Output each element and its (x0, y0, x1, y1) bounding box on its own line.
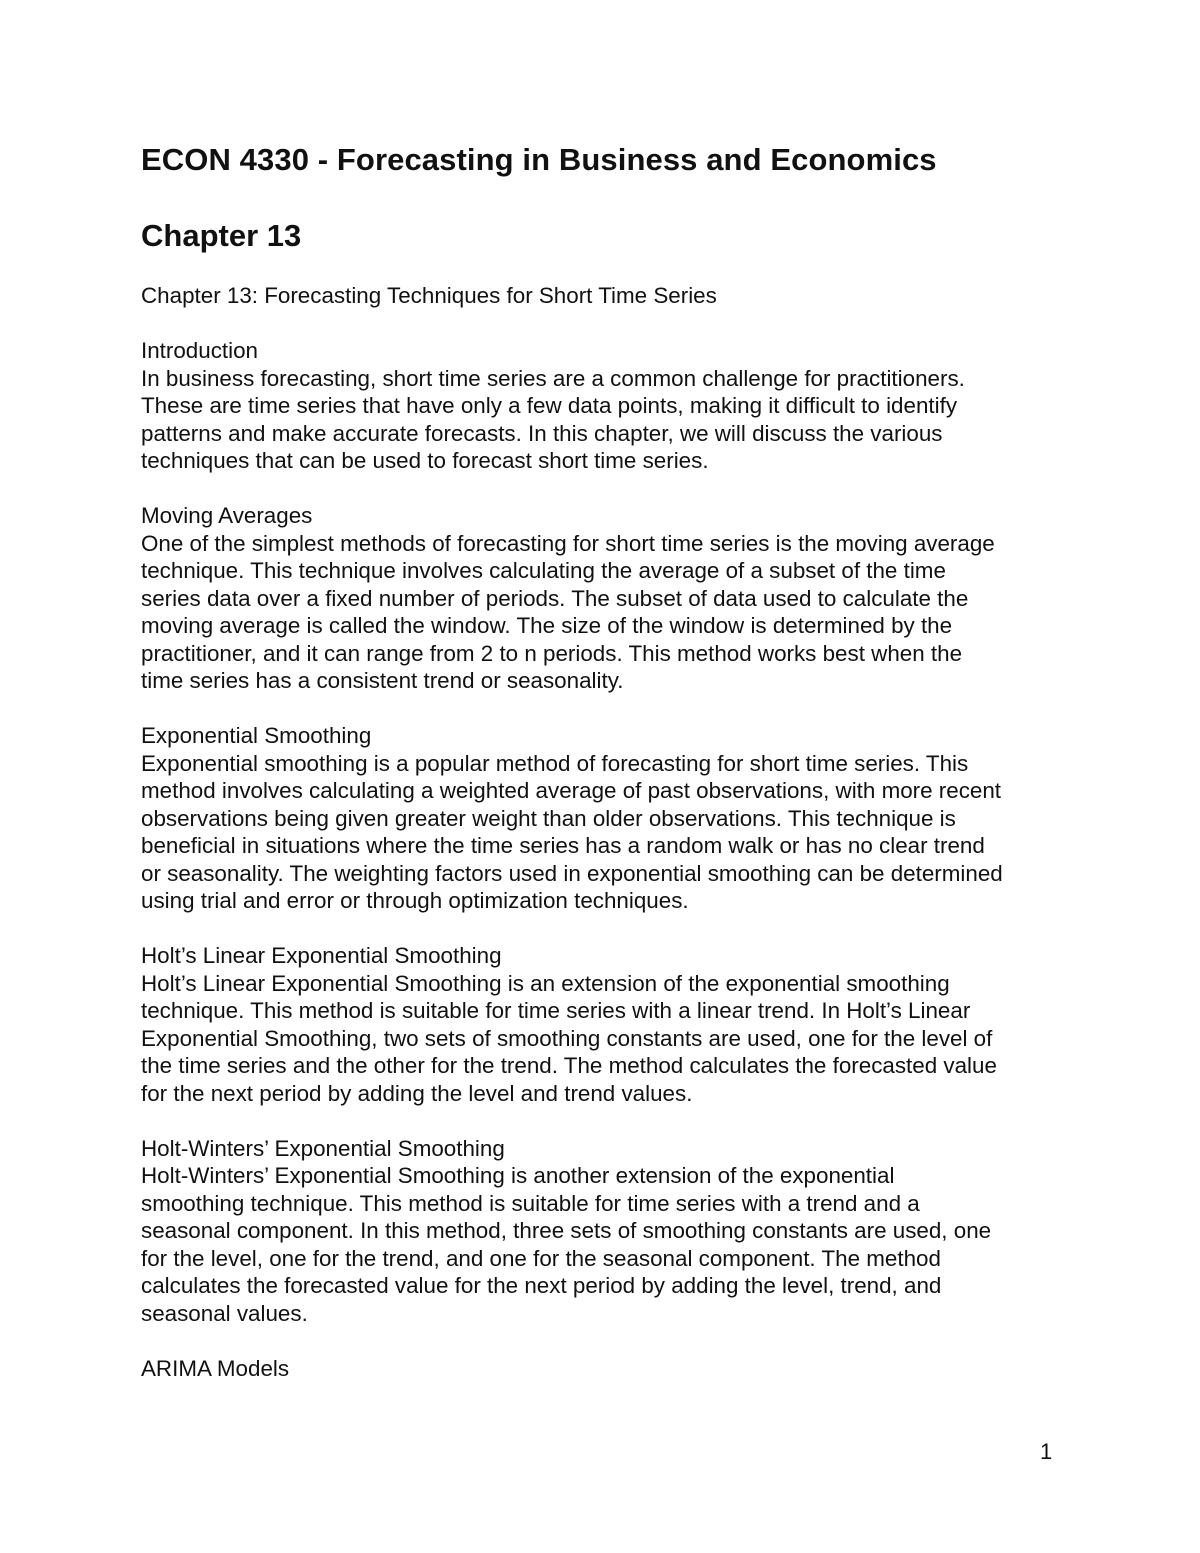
paragraph-line: observations being given greater weight than older observations. This technique is (141, 805, 956, 831)
paragraph-line: technique. This technique involves calculating the average of a subset of the time (141, 558, 946, 583)
paragraph-line: patterns and make accurate forecasts. In this chapter, we will discuss the various (141, 420, 943, 446)
paragraph-line: In business forecasting, short time series are a common challenge for practitioners. (141, 365, 965, 391)
paragraph-line: using trial and error or through optimization techniques. (141, 888, 689, 913)
paragraph-gap (141, 310, 1071, 338)
paragraph-line: One of the simplest methods of forecasting for short time series is the moving average (141, 530, 995, 556)
paragraph-line: beneficial in situations where the time series has a random walk or has no clear trend (141, 833, 985, 858)
paragraph-line: technique. This method is suitable for time series with a linear trend. In Holt’s Linear (141, 998, 971, 1023)
paragraph-gap (141, 1327, 1071, 1355)
paragraph-line: for the level, one for the trend, and one for the seasonal component. The method (141, 1245, 941, 1271)
document-body (141, 282, 1071, 1382)
paragraph-line: Holt’s Linear Exponential Smoothing is an extension of the exponential smoothing (141, 970, 950, 996)
paragraph-line: smoothing technique. This method is suitable for time series with a trend and a (141, 1190, 920, 1216)
paragraph-line: calculates the forecasted value for the next period by adding the level, trend, and (141, 1273, 942, 1298)
paragraph-gap (141, 475, 1071, 503)
paragraph-line: moving average is called the window. The size of the window is determined by the (141, 613, 953, 638)
section-heading: Exponential Smoothing (141, 723, 372, 748)
paragraph-line: method involves calculating a weighted average of past observations, with more recent (141, 778, 1002, 803)
paragraph-line: seasonal values. (141, 1300, 308, 1326)
paragraph-line: Exponential Smoothing, two sets of smoothing constants are used, one for the level of (141, 1025, 993, 1051)
paragraph-line: time series has a consistent trend or seasonality. (141, 668, 624, 693)
paragraph-line: practitioner, and it can range from 2 to n periods. This method works best when the (141, 640, 963, 666)
paragraph-line: for the next period by adding the level and trend values. (141, 1080, 693, 1106)
document-title: ECON 4330 - Forecasting in Business and Economics (141, 142, 937, 177)
section-moving-averages (141, 502, 1071, 695)
section-arima-models (141, 1355, 1071, 1383)
section-holt-winters (141, 1135, 1071, 1328)
paragraph-line: These are time series that have only a few data points, making it difficult to identify (141, 393, 958, 418)
section-holts-linear (141, 942, 1071, 1107)
section-heading: Introduction (141, 338, 259, 363)
paragraph-line: series data over a fixed number of periods. The subset of data used to calculate the (141, 585, 969, 611)
paragraph-line: seasonal component. In this method, three sets of smoothing constants are used, one (141, 1218, 992, 1243)
document-subtitle: Chapter 13: Forecasting Techniques for Short Time Series (141, 283, 717, 308)
paragraph-gap (141, 1107, 1071, 1135)
section-exponential-smoothing (141, 722, 1071, 915)
paragraph-line: Exponential smoothing is a popular method of forecasting for short time series. This (141, 750, 969, 776)
paragraph-gap (141, 915, 1071, 943)
page-number: 1 (1040, 1439, 1053, 1464)
paragraph-line: techniques that can be used to forecast short time series. (141, 448, 709, 473)
paragraph-line: Holt-Winters’ Exponential Smoothing is another extension of the exponential (141, 1163, 895, 1188)
paragraph-gap (141, 695, 1071, 723)
paragraph-line: the time series and the other for the trend. The method calculates the forecasted value (141, 1053, 997, 1078)
chapter-heading: Chapter 13 (141, 218, 302, 253)
section-introduction (141, 337, 1071, 475)
section-heading: Moving Averages (141, 503, 313, 528)
section-heading: ARIMA Models (141, 1355, 290, 1381)
section-heading: Holt’s Linear Exponential Smoothing (141, 943, 502, 968)
paragraph-line: or seasonality. The weighting factors used in exponential smoothing can be determined (141, 860, 1003, 886)
section-heading: Holt-Winters’ Exponential Smoothing (141, 1135, 505, 1161)
